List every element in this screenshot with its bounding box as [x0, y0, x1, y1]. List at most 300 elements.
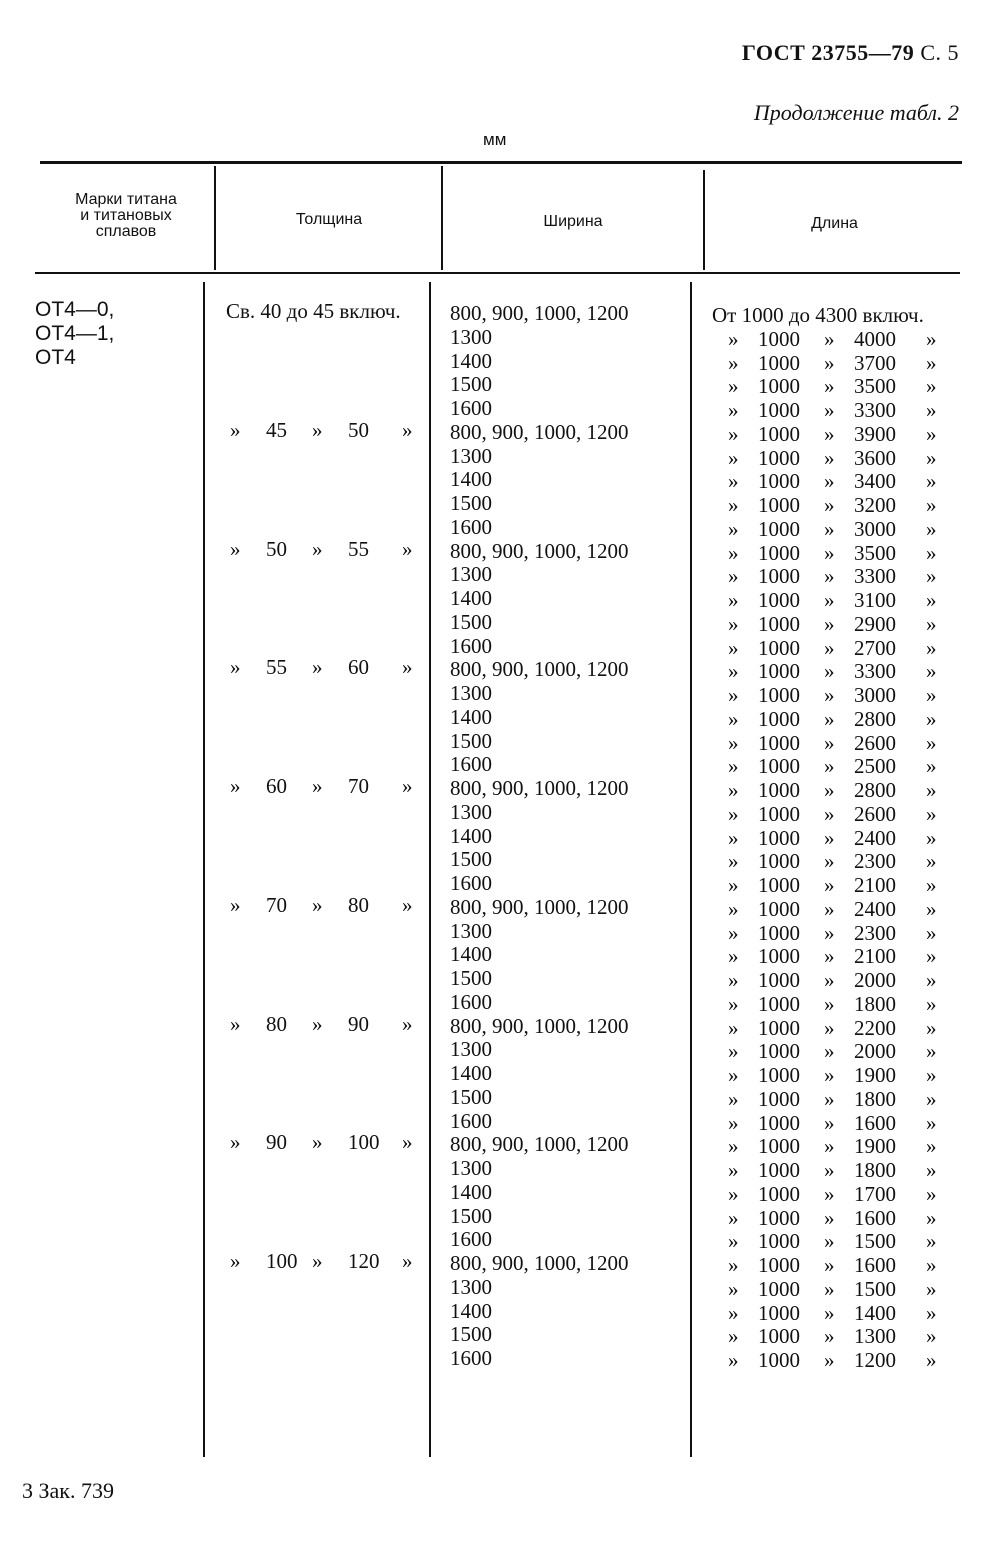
width-cell: 1600 — [450, 1108, 492, 1133]
ditto-mark: » — [824, 1015, 835, 1040]
ditto-mark: » — [728, 493, 739, 517]
length-from: 1000 — [758, 350, 800, 375]
ditto-mark: » — [926, 493, 937, 517]
ditto-mark: » — [926, 350, 937, 375]
ditto-mark: » — [728, 683, 739, 707]
ditto-mark: » — [728, 873, 739, 897]
length-from: 1000 — [758, 469, 800, 494]
length-range-row — [712, 352, 968, 376]
width-cell: 800, 900, 1000, 1200 — [450, 301, 629, 325]
length-range-row — [712, 328, 968, 352]
ditto-mark: » — [926, 1134, 937, 1159]
length-from: 1000 — [758, 1229, 800, 1254]
thickness-from: 100 — [266, 1249, 298, 1273]
width-cell: 800, 900, 1000, 1200 — [450, 894, 629, 919]
column-header-length: Длина — [811, 215, 858, 232]
length-range-row — [712, 755, 968, 779]
ditto-mark: » — [926, 588, 937, 612]
length-from: 1000 — [758, 1205, 800, 1230]
length-to: 3300 — [854, 398, 896, 422]
width-cell: 1500 — [450, 1203, 492, 1228]
length-from: 1000 — [758, 1181, 800, 1206]
ditto-mark: » — [728, 1015, 739, 1040]
ditto-mark: » — [926, 849, 937, 874]
ditto-mark: » — [926, 659, 937, 684]
ditto-mark: » — [728, 706, 739, 731]
length-from: 1000 — [758, 754, 800, 779]
length-to: 1900 — [854, 1134, 896, 1159]
ditto-mark: » — [230, 892, 241, 917]
ditto-mark: » — [824, 801, 835, 826]
ditto-mark: » — [824, 1181, 835, 1206]
ditto-mark: » — [824, 326, 835, 351]
length-range-row — [712, 1159, 968, 1183]
thickness-from: 80 — [266, 1011, 287, 1036]
ditto-mark: » — [728, 730, 739, 755]
length-to: 2100 — [854, 873, 896, 897]
ditto-mark: » — [926, 1229, 937, 1254]
ditto-mark: » — [824, 564, 835, 589]
length-range-row — [712, 1183, 968, 1207]
length-to: 3200 — [854, 493, 896, 517]
length-from: 1000 — [758, 778, 800, 802]
length-from: 1000 — [758, 801, 800, 826]
length-to: 1800 — [854, 1086, 896, 1111]
ditto-mark: » — [824, 1158, 835, 1182]
ditto-mark: » — [728, 1181, 739, 1206]
ditto-mark: » — [926, 1158, 937, 1182]
length-to: 1700 — [854, 1181, 896, 1206]
length-to: 3900 — [854, 421, 896, 446]
length-to: 2900 — [854, 611, 896, 636]
length-from: 1000 — [758, 1134, 800, 1159]
length-range-row — [712, 850, 968, 874]
length-to: 3000 — [854, 516, 896, 541]
width-cell: 1500 — [450, 966, 492, 990]
length-from: 1000 — [758, 1110, 800, 1135]
length-from: 1000 — [758, 849, 800, 874]
length-from: 1000 — [758, 1015, 800, 1040]
ditto-mark: » — [824, 683, 835, 707]
ditto-mark: » — [728, 1039, 739, 1064]
length-range-row — [712, 1349, 968, 1373]
length-to: 1300 — [854, 1324, 896, 1349]
width-cell: 1400 — [450, 1179, 492, 1204]
width-cell: 1400 — [450, 942, 492, 967]
ditto-mark: » — [728, 1063, 739, 1087]
width-cell: 1500 — [450, 491, 492, 515]
ditto-mark: » — [824, 920, 835, 945]
ditto-mark: » — [824, 706, 835, 731]
width-cell: 1300 — [450, 443, 492, 468]
column-divider-2-header — [441, 166, 443, 270]
width-cell: 1600 — [450, 871, 492, 895]
ditto-mark: » — [824, 445, 835, 470]
ditto-mark: » — [728, 1110, 739, 1135]
thickness-to: 50 — [348, 417, 369, 442]
length-from: 1000 — [758, 1039, 800, 1064]
ditto-mark: » — [728, 896, 739, 921]
length-from: 1000 — [758, 968, 800, 992]
ditto-mark: » — [728, 849, 739, 874]
ditto-mark: » — [728, 1348, 739, 1372]
width-cell: 1400 — [450, 348, 492, 373]
length-range-row — [712, 1088, 968, 1112]
length-range-row — [712, 1040, 968, 1064]
length-from: 1000 — [758, 706, 800, 731]
length-range-row — [712, 945, 968, 969]
length-to: 1500 — [854, 1276, 896, 1301]
ditto-mark: » — [402, 655, 413, 680]
ditto-mark: » — [728, 968, 739, 992]
standard-number: ГОСТ 23755—79 — [741, 40, 915, 65]
length-range-row — [712, 399, 968, 423]
width-cell: 1600 — [450, 1346, 492, 1370]
thickness-range-row — [222, 538, 432, 562]
ditto-mark: » — [728, 920, 739, 945]
length-to: 1800 — [854, 991, 896, 1016]
table-continuation-label: Продолжение табл. 2 — [753, 100, 959, 125]
length-from: 1000 — [758, 540, 800, 565]
table-top-rule — [40, 161, 962, 164]
width-cell: 800, 900, 1000, 1200 — [450, 1132, 629, 1157]
length-to: 2700 — [854, 635, 896, 660]
ditto-mark: » — [230, 417, 241, 442]
width-cell: 1400 — [450, 1298, 492, 1323]
ditto-mark: » — [728, 326, 739, 351]
ditto-mark: » — [728, 944, 739, 969]
ditto-mark: » — [926, 801, 937, 826]
length-from: 1000 — [758, 445, 800, 470]
ditto-mark: » — [728, 1324, 739, 1349]
ditto-mark: » — [926, 991, 937, 1016]
length-range-row — [712, 1302, 968, 1326]
length-to: 2300 — [854, 849, 896, 874]
ditto-mark: » — [824, 635, 835, 660]
width-cell: 1600 — [450, 396, 492, 420]
thickness-from: 55 — [266, 655, 287, 680]
length-from: 1000 — [758, 516, 800, 541]
ditto-mark: » — [926, 1110, 937, 1135]
width-cell: 1300 — [450, 1274, 492, 1299]
column-divider-3-body — [690, 282, 692, 1457]
width-cell: 1600 — [450, 1227, 492, 1252]
length-to: 4000 — [854, 326, 896, 351]
ditto-mark: » — [312, 774, 323, 798]
ditto-mark: » — [728, 445, 739, 470]
width-cell: 1600 — [450, 633, 492, 658]
length-range-row — [712, 922, 968, 946]
length-from: 1000 — [758, 588, 800, 612]
length-to: 3500 — [854, 374, 896, 399]
width-cell: 800, 900, 1000, 1200 — [450, 1251, 629, 1275]
length-from: 1000 — [758, 635, 800, 660]
ditto-mark: » — [824, 754, 835, 779]
length-to: 2800 — [854, 778, 896, 802]
thickness-range-row — [222, 1250, 432, 1274]
length-range-row — [712, 470, 968, 494]
width-cell: 1600 — [450, 514, 492, 539]
ditto-mark: » — [728, 398, 739, 422]
thickness-to: 90 — [348, 1011, 369, 1036]
length-range-row — [712, 637, 968, 661]
thickness-range-row — [222, 775, 432, 799]
ditto-mark: » — [824, 659, 835, 684]
width-cell: 1500 — [450, 1084, 492, 1109]
ditto-mark: » — [728, 1134, 739, 1159]
column-divider-2-body — [429, 282, 431, 1457]
standard-reference — [742, 40, 959, 66]
length-range-row — [712, 518, 968, 542]
alloy-grade: ОТ4 — [35, 346, 76, 369]
width-cell: 1400 — [450, 704, 492, 729]
column-header-alloy-line: и титановых — [80, 207, 172, 224]
ditto-mark: » — [926, 778, 937, 802]
ditto-mark: » — [926, 1181, 937, 1206]
ditto-mark: » — [402, 1130, 413, 1155]
length-range-row — [712, 874, 968, 898]
ditto-mark: » — [926, 944, 937, 969]
ditto-mark: » — [824, 493, 835, 517]
ditto-mark: » — [230, 1130, 241, 1155]
ditto-mark: » — [824, 1205, 835, 1230]
length-to: 1900 — [854, 1063, 896, 1087]
ditto-mark: » — [824, 1086, 835, 1111]
length-range-row — [712, 1017, 968, 1041]
length-range-row — [712, 1064, 968, 1088]
length-from: 1000 — [758, 1063, 800, 1087]
ditto-mark: » — [728, 469, 739, 494]
length-from: 1000 — [758, 920, 800, 945]
ditto-mark: » — [926, 374, 937, 399]
thickness-from: 50 — [266, 536, 287, 561]
ditto-mark: » — [230, 536, 241, 561]
length-to: 1800 — [854, 1158, 896, 1182]
ditto-mark: » — [824, 350, 835, 375]
ditto-mark: » — [824, 398, 835, 422]
length-range-row — [712, 447, 968, 471]
ditto-mark: » — [926, 1039, 937, 1064]
ditto-mark: » — [728, 1276, 739, 1301]
ditto-mark: » — [926, 1086, 937, 1111]
alloy-grade: ОТ4—0, — [35, 298, 115, 321]
ditto-mark: » — [824, 1110, 835, 1135]
length-range-row — [712, 1207, 968, 1231]
width-cell: 1300 — [450, 681, 492, 705]
thickness-cell: Св. 40 до 45 включ. — [226, 299, 401, 323]
length-range-row — [712, 589, 968, 613]
ditto-mark: » — [926, 421, 937, 446]
length-to: 3600 — [854, 445, 896, 470]
ditto-mark: » — [728, 635, 739, 660]
ditto-mark: » — [824, 516, 835, 541]
thickness-to: 60 — [348, 655, 369, 680]
ditto-mark: » — [728, 991, 739, 1016]
ditto-mark: » — [312, 1249, 323, 1273]
thickness-from: 45 — [266, 417, 287, 442]
length-from: 1000 — [758, 398, 800, 422]
length-range-row — [712, 1230, 968, 1254]
length-range-row — [712, 969, 968, 993]
ditto-mark: » — [728, 1205, 739, 1230]
ditto-mark: » — [824, 1276, 835, 1301]
column-header-alloy — [40, 192, 212, 240]
column-header-alloy-line: сплавов — [95, 223, 157, 240]
ditto-mark: » — [728, 1253, 739, 1277]
length-from: 1000 — [758, 1253, 800, 1277]
ditto-mark: » — [926, 611, 937, 636]
alloy-grade: ОТ4—1, — [35, 322, 115, 345]
ditto-mark: » — [312, 655, 323, 680]
ditto-mark: » — [728, 588, 739, 612]
width-cell: 1600 — [450, 989, 492, 1014]
width-cell: 1500 — [450, 728, 492, 753]
ditto-mark: » — [312, 1130, 323, 1155]
print-order-note: 3 Зак. 739 — [22, 1478, 114, 1503]
ditto-mark: » — [728, 611, 739, 636]
length-to: 3300 — [854, 564, 896, 589]
length-range-row — [712, 1278, 968, 1302]
ditto-mark: » — [728, 540, 739, 565]
ditto-mark: » — [728, 754, 739, 779]
length-from: 1000 — [758, 1348, 800, 1372]
length-to: 2600 — [854, 730, 896, 755]
column-header-thickness: Толщина — [295, 211, 363, 228]
width-cell: 800, 900, 1000, 1200 — [450, 538, 629, 563]
length-from: 1000 — [758, 683, 800, 707]
ditto-mark: » — [926, 1300, 937, 1325]
ditto-mark: » — [926, 896, 937, 921]
units-label: мм — [483, 130, 507, 149]
ditto-mark: » — [926, 445, 937, 470]
ditto-mark: » — [824, 873, 835, 897]
length-from: 1000 — [758, 611, 800, 636]
length-from: 1000 — [758, 1276, 800, 1301]
ditto-mark: » — [926, 326, 937, 351]
ditto-mark: » — [926, 398, 937, 422]
length-range-row — [712, 542, 968, 566]
length-to: 1400 — [854, 1300, 896, 1325]
length-range-row — [712, 684, 968, 708]
length-range-row — [712, 494, 968, 518]
thickness-range-row — [222, 419, 432, 443]
ditto-mark: » — [230, 1011, 241, 1036]
ditto-mark: » — [728, 350, 739, 375]
length-from: 1000 — [758, 730, 800, 755]
ditto-mark: » — [402, 1249, 413, 1273]
ditto-mark: » — [926, 920, 937, 945]
ditto-mark: » — [926, 968, 937, 992]
length-range-row — [712, 803, 968, 827]
length-to: 2800 — [854, 706, 896, 731]
length-from: 1000 — [758, 944, 800, 969]
ditto-mark: » — [230, 655, 241, 680]
ditto-mark: » — [312, 417, 323, 442]
width-cell: 1400 — [450, 1061, 492, 1085]
ditto-mark: » — [312, 536, 323, 561]
length-from: 1000 — [758, 659, 800, 684]
thickness-range-row — [222, 1013, 432, 1037]
ditto-mark: » — [824, 1063, 835, 1087]
ditto-mark: » — [824, 1134, 835, 1159]
length-to: 2100 — [854, 944, 896, 969]
length-range-row — [712, 827, 968, 851]
length-to: 3700 — [854, 350, 896, 375]
ditto-mark: » — [926, 706, 937, 731]
length-to: 3000 — [854, 683, 896, 707]
thickness-from: 90 — [266, 1130, 287, 1155]
length-from: 1000 — [758, 564, 800, 589]
width-cell: 1400 — [450, 467, 492, 492]
thickness-to: 55 — [348, 536, 369, 561]
length-from: 1000 — [758, 873, 800, 897]
ditto-mark: » — [824, 588, 835, 612]
length-to: 3100 — [854, 588, 896, 612]
ditto-mark: » — [728, 1086, 739, 1111]
ditto-mark: » — [926, 1348, 937, 1372]
ditto-mark: » — [824, 1229, 835, 1254]
ditto-mark: » — [402, 774, 413, 798]
ditto-mark: » — [824, 1039, 835, 1064]
length-to: 2400 — [854, 825, 896, 850]
ditto-mark: » — [926, 730, 937, 755]
length-range-row — [712, 375, 968, 399]
ditto-mark: » — [926, 1276, 937, 1301]
ditto-mark: » — [926, 516, 937, 541]
length-to: 3300 — [854, 659, 896, 684]
width-cell: 1300 — [450, 1037, 492, 1062]
width-cell: 1500 — [450, 609, 492, 634]
length-range-row — [712, 708, 968, 732]
ditto-mark: » — [824, 1348, 835, 1372]
width-cell: 1400 — [450, 586, 492, 610]
width-cell: 1300 — [450, 1156, 492, 1180]
thickness-from: 70 — [266, 892, 287, 917]
ditto-mark: » — [728, 825, 739, 850]
length-range-row — [712, 779, 968, 803]
length-to: 1200 — [854, 1348, 896, 1372]
length-to: 2500 — [854, 754, 896, 779]
width-cell: 800, 900, 1000, 1200 — [450, 1013, 629, 1038]
thickness-to: 100 — [348, 1130, 380, 1155]
ditto-mark: » — [926, 754, 937, 779]
length-from: 1000 — [758, 374, 800, 399]
length-from: 1000 — [758, 1086, 800, 1111]
ditto-mark: » — [926, 564, 937, 589]
thickness-range-row — [222, 1131, 432, 1155]
length-to: 2000 — [854, 968, 896, 992]
length-from: 1000 — [758, 326, 800, 351]
ditto-mark: » — [824, 374, 835, 399]
width-cell: 800, 900, 1000, 1200 — [450, 419, 629, 444]
ditto-mark: » — [926, 540, 937, 565]
width-cell: 1300 — [450, 918, 492, 943]
ditto-mark: » — [824, 944, 835, 969]
length-cell: От 1000 до 4300 включ. — [712, 303, 924, 327]
length-to: 2200 — [854, 1015, 896, 1040]
column-divider-1-body — [203, 282, 205, 1457]
thickness-range-row — [222, 656, 432, 680]
ditto-mark: » — [728, 374, 739, 399]
ditto-mark: » — [728, 1229, 739, 1254]
width-cell: 1500 — [450, 1322, 492, 1347]
width-cell: 800, 900, 1000, 1200 — [450, 657, 629, 682]
length-from: 1000 — [758, 825, 800, 850]
length-from: 1000 — [758, 1324, 800, 1349]
thickness-to: 120 — [348, 1249, 380, 1273]
ditto-mark: » — [926, 1253, 937, 1277]
ditto-mark: » — [824, 611, 835, 636]
